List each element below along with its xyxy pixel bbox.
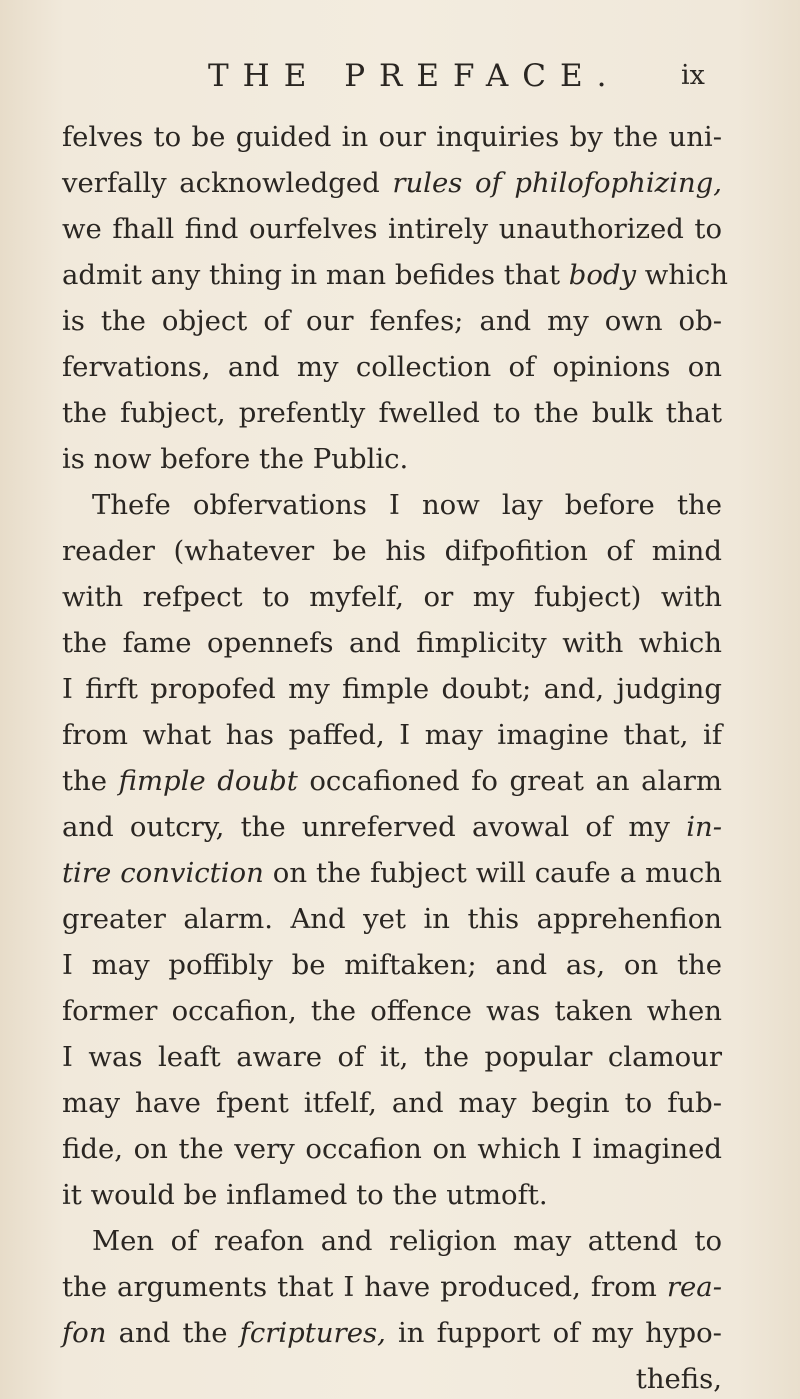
text-segment: is now before the Public. bbox=[62, 443, 409, 475]
text-line bbox=[62, 620, 722, 666]
running-title: THE PREFACE. bbox=[208, 58, 621, 94]
italic-text: body bbox=[568, 259, 637, 291]
text-line bbox=[62, 160, 722, 206]
text-segment: I may poffibly be miftaken; and as, on the bbox=[62, 949, 722, 981]
text-line bbox=[62, 114, 722, 160]
text-line bbox=[62, 850, 722, 896]
text-segment: on the fubject will caufe a much bbox=[263, 857, 722, 889]
body-text bbox=[62, 114, 728, 1399]
text-segment: fervations, and my collection of opinions on bbox=[62, 351, 722, 383]
text-segment: Thefe obfervations I now lay before the bbox=[92, 489, 722, 521]
text-line bbox=[62, 298, 722, 344]
text-segment: the bbox=[62, 765, 119, 797]
text-segment: it would be inflamed to the utmoft. bbox=[62, 1179, 548, 1211]
text-segment: which bbox=[636, 259, 728, 291]
text-line bbox=[62, 390, 722, 436]
text-line bbox=[62, 528, 722, 574]
text-segment: we fhall find ourfelves intirely unauthorized to bbox=[62, 213, 722, 245]
italic-text: fcriptures, bbox=[239, 1317, 386, 1349]
page-header bbox=[0, 56, 800, 96]
text-segment: and outcry, the unreferved avowal of my bbox=[62, 811, 687, 843]
italic-text: tire conviction bbox=[62, 857, 264, 889]
text-line bbox=[62, 206, 722, 252]
text-line bbox=[62, 1218, 722, 1264]
text-line bbox=[62, 1034, 722, 1080]
text-line bbox=[62, 804, 722, 850]
italic-text: rules of philofophizing, bbox=[392, 167, 722, 199]
text-segment: occafioned fo great an alarm bbox=[297, 765, 722, 797]
text-segment: the fubject, prefently fwelled to the bulk that bbox=[62, 397, 722, 429]
text-segment: is the object of our fenfes; and my own ob- bbox=[62, 305, 722, 337]
text-segment: fide, on the very occafion on which I imagined bbox=[62, 1133, 722, 1165]
italic-text: fimple doubt bbox=[118, 765, 298, 797]
text-segment: greater alarm. And yet in this apprehenfion bbox=[62, 903, 722, 935]
text-line bbox=[62, 988, 722, 1034]
text-segment: the fame opennefs and fimplicity with which bbox=[62, 627, 722, 659]
text-line bbox=[62, 1172, 722, 1218]
italic-text: in- bbox=[686, 811, 722, 843]
text-segment: felves to be guided in our inquiries by the uni- bbox=[62, 121, 722, 153]
text-segment: reader (whatever be his difpofition of mind bbox=[62, 535, 722, 567]
text-segment: admit any thing in man befides that bbox=[62, 259, 569, 291]
text-line bbox=[62, 1080, 722, 1126]
italic-text: rea- bbox=[666, 1271, 722, 1303]
text-line bbox=[62, 896, 722, 942]
text-segment: may have fpent itfelf, and may begin to fub- bbox=[62, 1087, 722, 1119]
text-line bbox=[62, 666, 722, 712]
text-line bbox=[62, 1126, 722, 1172]
text-segment: I firft propofed my fimple doubt; and, judging bbox=[62, 673, 722, 705]
text-line bbox=[62, 1356, 722, 1399]
italic-text: fon bbox=[62, 1317, 107, 1349]
text-segment: the arguments that I have produced, from bbox=[62, 1271, 667, 1303]
text-line bbox=[62, 436, 722, 482]
text-segment: verfally acknowledged bbox=[62, 167, 393, 199]
text-line bbox=[62, 574, 722, 620]
text-line bbox=[62, 252, 728, 298]
text-segment: I was leaft aware of it, the popular clamour bbox=[62, 1041, 722, 1073]
text-line bbox=[62, 1310, 722, 1356]
text-segment: thefis, bbox=[635, 1363, 722, 1395]
text-line bbox=[62, 344, 722, 390]
text-line bbox=[62, 1264, 722, 1310]
text-segment: in fupport of my hypo- bbox=[385, 1317, 722, 1349]
text-segment: with refpect to myfelf, or my fubject) with bbox=[62, 581, 722, 613]
text-segment: former occafion, the offence was taken when bbox=[62, 995, 722, 1027]
text-line bbox=[62, 758, 722, 804]
text-segment: from what has paffed, I may imagine that, if bbox=[62, 719, 722, 751]
text-segment: and the bbox=[106, 1317, 240, 1349]
text-line bbox=[62, 482, 722, 528]
text-segment: Men of reafon and religion may attend to bbox=[92, 1225, 722, 1257]
text-line bbox=[62, 712, 722, 758]
text-line bbox=[62, 942, 722, 988]
page-number: ix bbox=[681, 60, 705, 91]
